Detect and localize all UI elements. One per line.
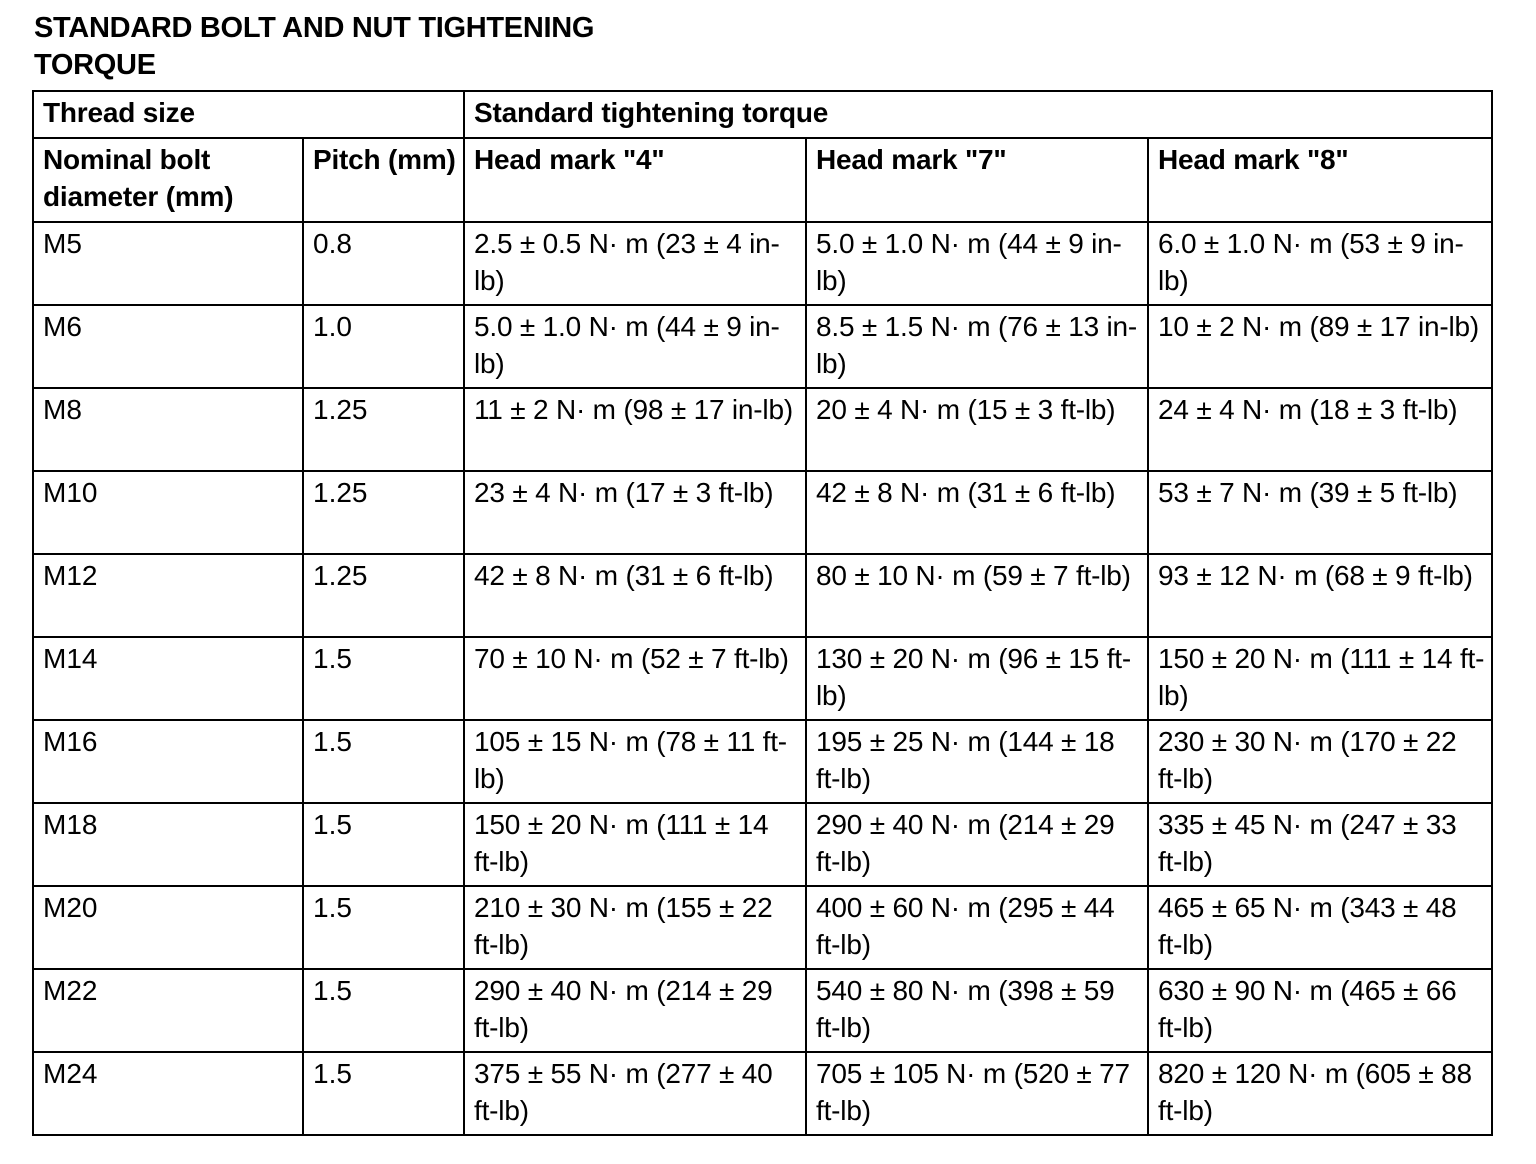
- standard-torque-header: Standard tightening torque: [464, 91, 1492, 138]
- head-mark-8-torque-cell: 465 ± 65 N· m (343 ± 48 ft-lb): [1148, 886, 1492, 969]
- thread-size-header: Thread size: [33, 91, 464, 138]
- bolt-size-cell: M12: [33, 554, 303, 637]
- bolt-size-cell: M10: [33, 471, 303, 554]
- head-mark-8-torque-cell: 6.0 ± 1.0 N· m (53 ± 9 in-lb): [1148, 222, 1492, 305]
- head-mark-7-torque-cell: 5.0 ± 1.0 N· m (44 ± 9 in-lb): [806, 222, 1148, 305]
- pitch-cell: 1.25: [303, 388, 464, 471]
- head-mark-4-torque-cell: 150 ± 20 N· m (111 ± 14 ft-lb): [464, 803, 806, 886]
- bolt-size-cell: M5: [33, 222, 303, 305]
- head-mark-8-torque-cell: 820 ± 120 N· m (605 ± 88 ft-lb): [1148, 1052, 1492, 1135]
- head-mark-7-torque-cell: 400 ± 60 N· m (295 ± 44 ft-lb): [806, 886, 1148, 969]
- bolt-size-cell: M24: [33, 1052, 303, 1135]
- bolt-size-cell: M16: [33, 720, 303, 803]
- table-row: [33, 554, 1492, 637]
- bolt-size-cell: M8: [33, 388, 303, 471]
- head-mark-8-torque-cell: 230 ± 30 N· m (170 ± 22 ft-lb): [1148, 720, 1492, 803]
- title-line-1: STANDARD BOLT AND NUT TIGHTENING: [34, 12, 595, 44]
- table-row: [33, 471, 1492, 554]
- bolt-size-cell: M18: [33, 803, 303, 886]
- head-mark-8-torque-cell: 24 ± 4 N· m (18 ± 3 ft-lb): [1148, 388, 1492, 471]
- head-mark-4-header: Head mark "4": [464, 138, 806, 222]
- pitch-cell: 0.8: [303, 222, 464, 305]
- group-header-row: [33, 91, 1492, 138]
- pitch-cell: 1.0: [303, 305, 464, 388]
- head-mark-7-torque-cell: 42 ± 8 N· m (31 ± 6 ft-lb): [806, 471, 1148, 554]
- head-mark-4-torque-cell: 42 ± 8 N· m (31 ± 6 ft-lb): [464, 554, 806, 637]
- head-mark-8-torque-cell: 335 ± 45 N· m (247 ± 33 ft-lb): [1148, 803, 1492, 886]
- table-row: [33, 637, 1492, 720]
- pitch-cell: 1.5: [303, 1052, 464, 1135]
- head-mark-4-torque-cell: 11 ± 2 N· m (98 ± 17 in-lb): [464, 388, 806, 471]
- head-mark-4-torque-cell: 375 ± 55 N· m (277 ± 40 ft-lb): [464, 1052, 806, 1135]
- head-mark-8-torque-cell: 10 ± 2 N· m (89 ± 17 in-lb): [1148, 305, 1492, 388]
- head-mark-4-torque-cell: 23 ± 4 N· m (17 ± 3 ft-lb): [464, 471, 806, 554]
- page-title: [34, 10, 794, 84]
- bolt-size-cell: M14: [33, 637, 303, 720]
- head-mark-7-torque-cell: 195 ± 25 N· m (144 ± 18 ft-lb): [806, 720, 1148, 803]
- head-mark-7-torque-cell: 705 ± 105 N· m (520 ± 77 ft-lb): [806, 1052, 1148, 1135]
- title-line-2: TORQUE: [34, 49, 156, 81]
- head-mark-8-torque-cell: 630 ± 90 N· m (465 ± 66 ft-lb): [1148, 969, 1492, 1052]
- nominal-diameter-header: Nominal bolt diameter (mm): [33, 138, 303, 222]
- bolt-size-cell: M6: [33, 305, 303, 388]
- table-body: [33, 222, 1492, 1135]
- bolt-size-cell: M22: [33, 969, 303, 1052]
- pitch-cell: 1.25: [303, 554, 464, 637]
- pitch-cell: 1.5: [303, 886, 464, 969]
- table-row: [33, 803, 1492, 886]
- head-mark-4-torque-cell: 210 ± 30 N· m (155 ± 22 ft-lb): [464, 886, 806, 969]
- pitch-header: Pitch (mm): [303, 138, 464, 222]
- pitch-cell: 1.5: [303, 803, 464, 886]
- pitch-cell: 1.5: [303, 720, 464, 803]
- head-mark-4-torque-cell: 70 ± 10 N· m (52 ± 7 ft-lb): [464, 637, 806, 720]
- head-mark-8-header: Head mark "8": [1148, 138, 1492, 222]
- table-row: [33, 388, 1492, 471]
- pitch-cell: 1.5: [303, 969, 464, 1052]
- head-mark-4-torque-cell: 290 ± 40 N· m (214 ± 29 ft-lb): [464, 969, 806, 1052]
- head-mark-7-torque-cell: 20 ± 4 N· m (15 ± 3 ft-lb): [806, 388, 1148, 471]
- head-mark-4-torque-cell: 5.0 ± 1.0 N· m (44 ± 9 in-lb): [464, 305, 806, 388]
- head-mark-7-header: Head mark "7": [806, 138, 1148, 222]
- head-mark-4-torque-cell: 2.5 ± 0.5 N· m (23 ± 4 in-lb): [464, 222, 806, 305]
- bolt-size-cell: M20: [33, 886, 303, 969]
- column-header-row: [33, 138, 1492, 222]
- head-mark-7-torque-cell: 80 ± 10 N· m (59 ± 7 ft-lb): [806, 554, 1148, 637]
- pitch-cell: 1.25: [303, 471, 464, 554]
- table-row: [33, 305, 1492, 388]
- head-mark-4-torque-cell: 105 ± 15 N· m (78 ± 11 ft-lb): [464, 720, 806, 803]
- table-row: [33, 1052, 1492, 1135]
- head-mark-8-torque-cell: 53 ± 7 N· m (39 ± 5 ft-lb): [1148, 471, 1492, 554]
- head-mark-7-torque-cell: 130 ± 20 N· m (96 ± 15 ft-lb): [806, 637, 1148, 720]
- head-mark-7-torque-cell: 290 ± 40 N· m (214 ± 29 ft-lb): [806, 803, 1148, 886]
- table-row: [33, 969, 1492, 1052]
- table-row: [33, 886, 1492, 969]
- head-mark-8-torque-cell: 150 ± 20 N· m (111 ± 14 ft-lb): [1148, 637, 1492, 720]
- table-row: [33, 222, 1492, 305]
- head-mark-7-torque-cell: 540 ± 80 N· m (398 ± 59 ft-lb): [806, 969, 1148, 1052]
- torque-table: [32, 90, 1493, 1136]
- head-mark-8-torque-cell: 93 ± 12 N· m (68 ± 9 ft-lb): [1148, 554, 1492, 637]
- table-row: [33, 720, 1492, 803]
- pitch-cell: 1.5: [303, 637, 464, 720]
- head-mark-7-torque-cell: 8.5 ± 1.5 N· m (76 ± 13 in-lb): [806, 305, 1148, 388]
